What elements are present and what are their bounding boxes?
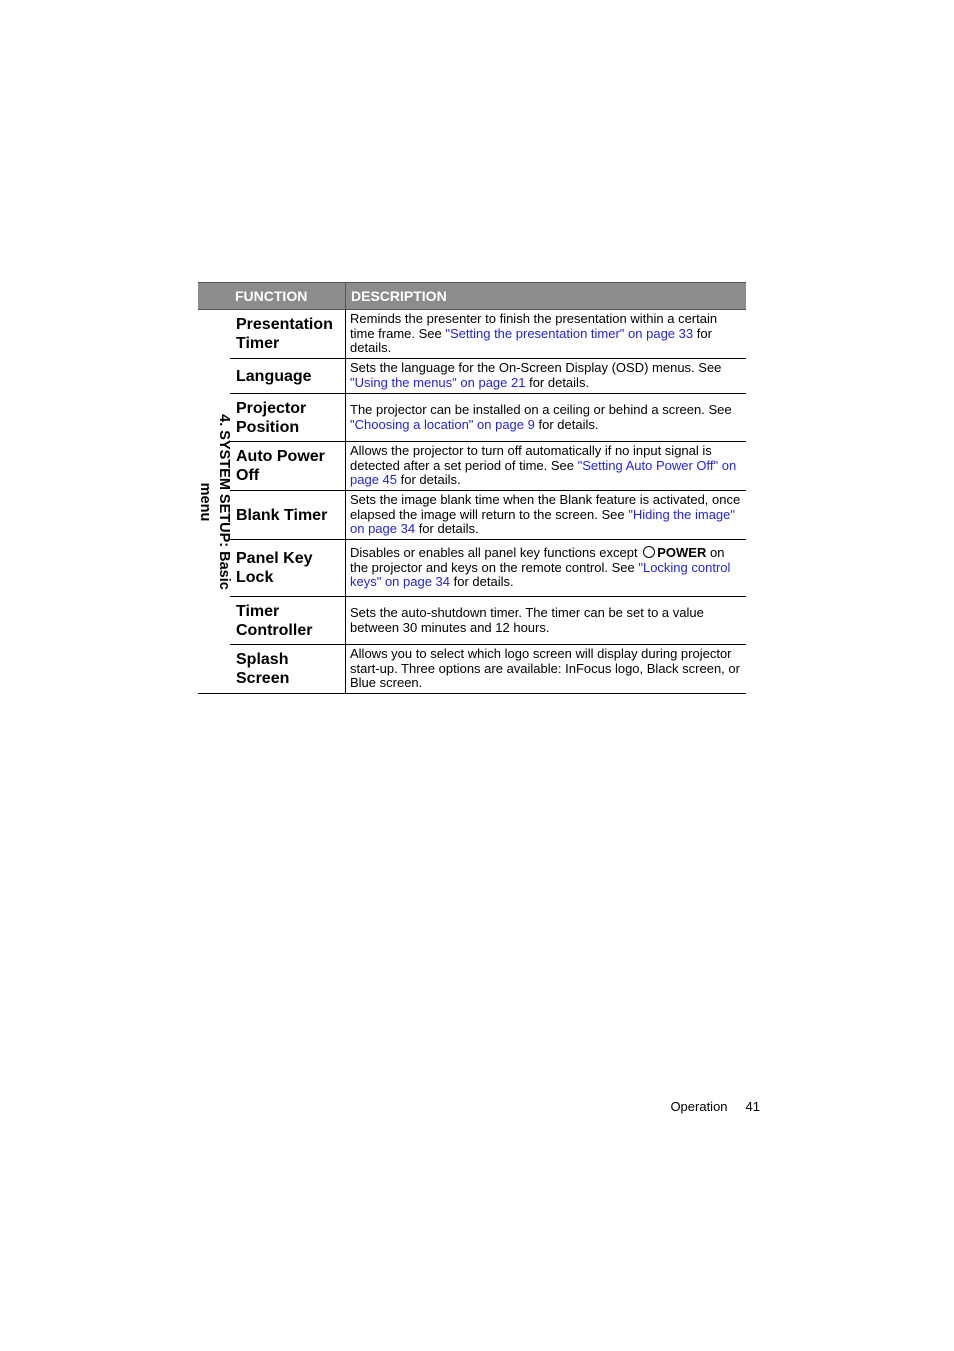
header-description: DESCRIPTION: [346, 283, 747, 310]
power-icon: [643, 546, 655, 558]
cross-reference-link[interactable]: "Hiding the image" on page 34: [350, 506, 736, 537]
function-description: Sets the image blank time when the Blank feature is activated, once elapsed the image will return to the screen. See "Hiding the image" on page 34 for details.: [346, 491, 747, 540]
cross-reference-link[interactable]: "Setting the presentation timer" on page 33: [445, 325, 694, 341]
header-function: FUNCTION: [230, 283, 346, 310]
table-row: [198, 310, 746, 359]
table-row: [198, 597, 746, 645]
function-name: Auto Power Off: [230, 442, 346, 491]
function-name: Projector Position: [230, 394, 346, 442]
function-name: Splash Screen: [230, 645, 346, 694]
cross-reference-link[interactable]: "Choosing a location" on page 9: [350, 416, 535, 432]
table-row: [198, 359, 746, 394]
function-description: The projector can be installed on a ceiling or behind a screen. See "Choosing a location" on page 9 for details.: [346, 394, 747, 442]
page-footer: [600, 1099, 760, 1114]
page-number: 41: [745, 1099, 760, 1114]
function-name: Timer Controller: [230, 597, 346, 645]
table-header-row: [198, 283, 746, 310]
function-description: Disables or enables all panel key functions except POWER on the projector and keys on the remote control. See "Locking control keys" on page 34 for details.: [346, 540, 747, 597]
side-label-line1: 4. SYSTEM SETUP: Basic: [216, 413, 232, 590]
side-label-cell: [198, 310, 230, 694]
menu-section-label: [195, 414, 233, 590]
function-name: Panel Key Lock: [230, 540, 346, 597]
function-description: Allows the projector to turn off automatically if no input signal is detected after a set period of time. See "Setting Auto Power Off" on page 45 for details.: [346, 442, 747, 491]
function-description: Allows you to select which logo screen will display during projector start-up. Three options are available: InFocus logo, Black screen, or Blue screen.: [346, 645, 747, 694]
function-name: Blank Timer: [230, 491, 346, 540]
power-key-label: POWER: [657, 545, 707, 561]
header-side-spacer: [198, 283, 230, 310]
table-row: [198, 491, 746, 540]
function-name: Presentation Timer: [230, 310, 346, 359]
function-description: Reminds the presenter to finish the presentation within a certain time frame. See "Setting the presentation timer" on page 33 for details.: [346, 310, 747, 359]
table-row: [198, 442, 746, 491]
system-setup-basic-table: [198, 282, 746, 694]
function-description: Sets the language for the On-Screen Display (OSD) menus. See "Using the menus" on page 21 for details.: [346, 359, 747, 394]
cross-reference-link[interactable]: "Setting Auto Power Off" on page 45: [350, 457, 737, 488]
cross-reference-link[interactable]: "Locking control keys" on page 34: [350, 559, 731, 590]
footer-section-name: Operation: [670, 1099, 728, 1114]
cross-reference-link[interactable]: "Using the menus" on page 21: [350, 375, 526, 390]
function-name: Language: [230, 359, 346, 394]
table-row: [198, 394, 746, 442]
table-row: [198, 540, 746, 597]
function-description: Sets the auto-shutdown timer. The timer can be set to a value between 30 minutes and 12 hours.: [346, 597, 747, 645]
table-row: [198, 645, 746, 694]
side-label-line2: menu: [197, 482, 213, 521]
